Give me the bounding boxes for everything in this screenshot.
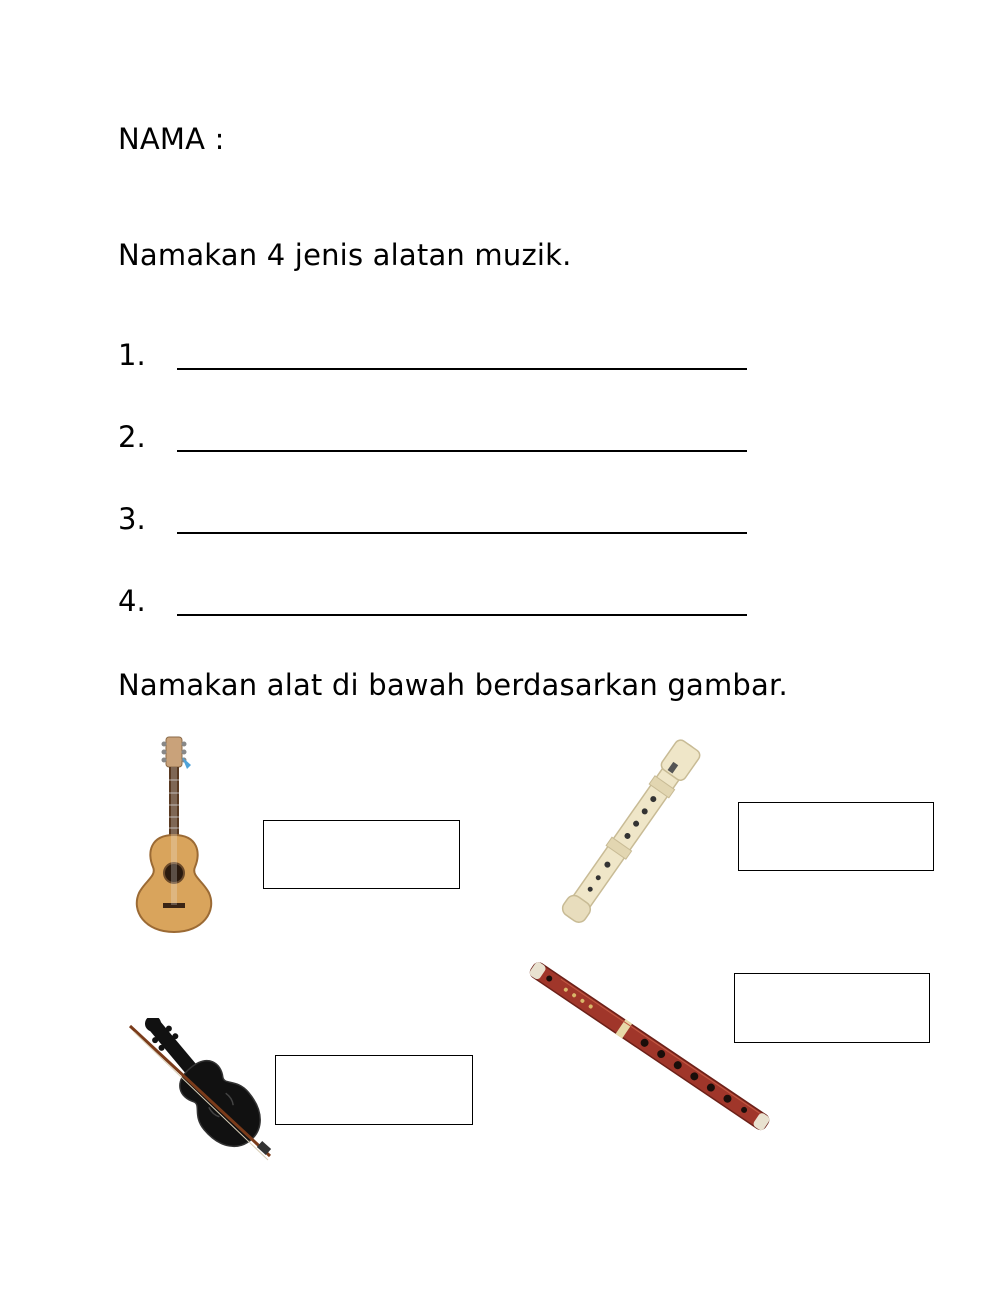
answer-line-3[interactable] — [177, 532, 747, 534]
question-2-prompt: Namakan alat di bawah berdasarkan gambar. — [118, 668, 788, 702]
answer-box-guitar[interactable] — [263, 820, 460, 889]
answer-number-3: 3. — [118, 502, 146, 536]
question-1-prompt: Namakan 4 jenis alatan muzik. — [118, 238, 572, 272]
name-label: NAMA : — [118, 122, 225, 156]
answer-line-2[interactable] — [177, 450, 747, 452]
answer-number-4: 4. — [118, 584, 146, 618]
answer-line-1[interactable] — [177, 368, 747, 370]
answer-line-4[interactable] — [177, 614, 747, 616]
answer-box-recorder[interactable] — [738, 802, 934, 871]
answer-number-1: 1. — [118, 338, 146, 372]
guitar-icon — [125, 735, 230, 935]
answer-box-flute[interactable] — [734, 973, 930, 1043]
answer-number-2: 2. — [118, 420, 146, 454]
violin-icon — [122, 1018, 277, 1168]
answer-box-violin[interactable] — [275, 1055, 473, 1125]
recorder-icon — [532, 733, 732, 933]
